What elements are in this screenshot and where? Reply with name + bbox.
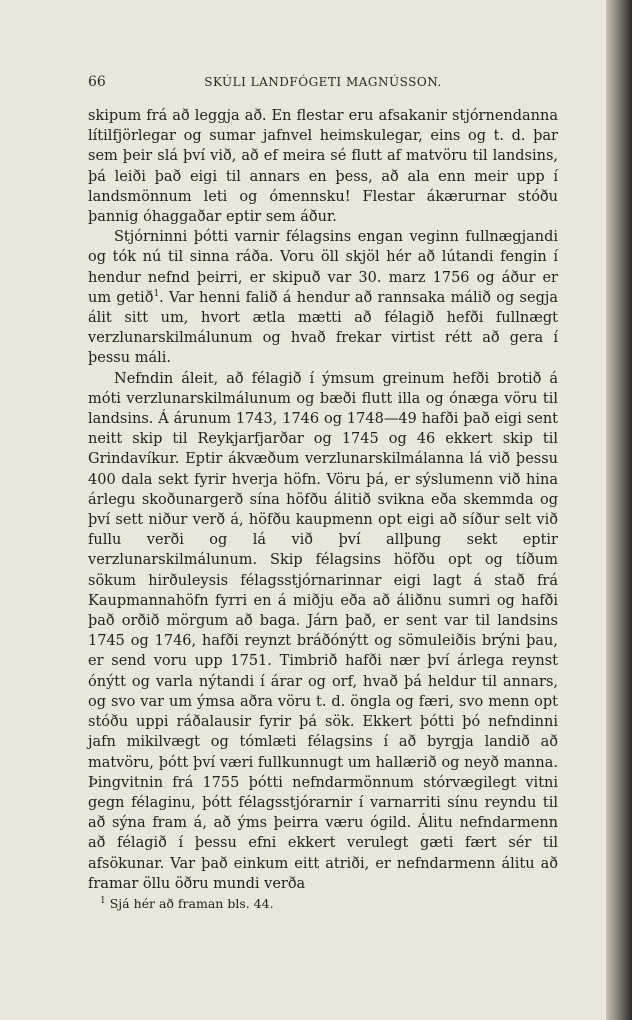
book-spine-edge [606, 0, 632, 1020]
running-title: SKÚLI LANDFÓGETI MAGNÚSSON. [204, 75, 442, 89]
paragraph-2 [88, 227, 558, 368]
paragraph-3: Nefndin áleit, að félagið í ýmsum greinum hefði brotið á móti verzlunarskilmálunum og bæði flutt illa og ónæga vöru til landsins. Á árunum 1743, 1746 og 1748—49 hafði það eigi sent neitt skip til Reykjarfjarðar og 1745 og 46 ekkert skip til Grindavíkur. Eptir ákvæðum verzlunarskilmálanna lá við þessu 400 dala sekt fyrir hverja höfn. Vöru þá, er sýslumenn við hina árlegu skoðunargerð sína höfðu álitið svikna eða skemmda og því sett niður verð á, höfðu kaupmenn opt eigi að síður selt við fullu verði og lá við því allþung sekt eptir verzlunarskilmálunum. Skip félagsins höfðu opt og tíðum sökum hirðuleysis félagsstjórnarinnar eigi lagt á stað frá Kaupmannahöfn fyrri en á miðju eða að áliðnu sumri og hafði það orðið mörgum að baga. Járn það, er sent var til landsins 1745 og 1746, hafði reynzt bráðónýtt og sömuleiðis brýni þau, er send voru upp 1751. Timbrið hafði nær því árlega reynst ónýtt og varla nýtandi í árar og orf, hvað þá heldur til annars, og svo var um ýmsa aðra vöru t. d. öngla og færi, svo menn opt stóðu uppi ráðalausir fyrir þá sök. Ekkert þótti þó nefndinni jafn mikilvægt og tómlæti félagsins í að byrgja landið að matvöru, þótt því væri fullkunnugt um hallærið og neyð manna. Þingvitnin frá 1755 þótti nefndarmönnum stórvægilegt vitni gegn félaginu, þótt félagsstjórarnir í varnarriti sínu reyndu til að sýna fram á, að ýms þeirra væru ógild. Álitu nefndarmenn að félagið í þessu efni ekkert verulegt gæti fært sér til afsökunar. Var það einkum eitt atriði, er nefndarmenn álitu að framar öllu öðru mundi verða [88, 370, 558, 892]
footnote-text: Sjá hér að framan bls. 44. [109, 896, 274, 911]
footnote-marker: 1 [100, 895, 106, 906]
paragraph-1: skipum frá að leggja að. En flestar eru afsakanir stjórnendanna lítilfjörlegar og sumar jafnvel heimskulegar, eins og t. d. þar sem þeir slá því við, að ef meira sé flutt af matvöru til landsins, þá leiði það eigi til annars en þess, að ala enn meir upp í landsmönnum leti og ómennsku! Flestar ákærurnar stóðu þannig óhaggaðar eptir sem áður. [88, 108, 558, 226]
running-head [88, 74, 558, 94]
paragraph-2-text-after-note: . Var henni falið á hendur að rannsaka málið og segja álit sitt um, hvort ætla mætti að félagið hefði fullnægt verzlunarskilmálunum og hvað frekar virtist rétt að gera í þessu máli. [88, 289, 558, 367]
body-text [88, 106, 558, 894]
footnote [100, 896, 540, 911]
footnote-reference: 1 [153, 289, 160, 299]
page-number: 66 [88, 74, 106, 90]
paragraph-2-text-before-note: Stjórninni þótti varnir félagsins engan veginn fullnægjandi og tók nú til sinna ráða. Voru öll skjöl hér að lútandi fengin í hendur nefnd þeirri, er skipuð var 30. marz 1756 og áður er um getið [88, 229, 558, 306]
